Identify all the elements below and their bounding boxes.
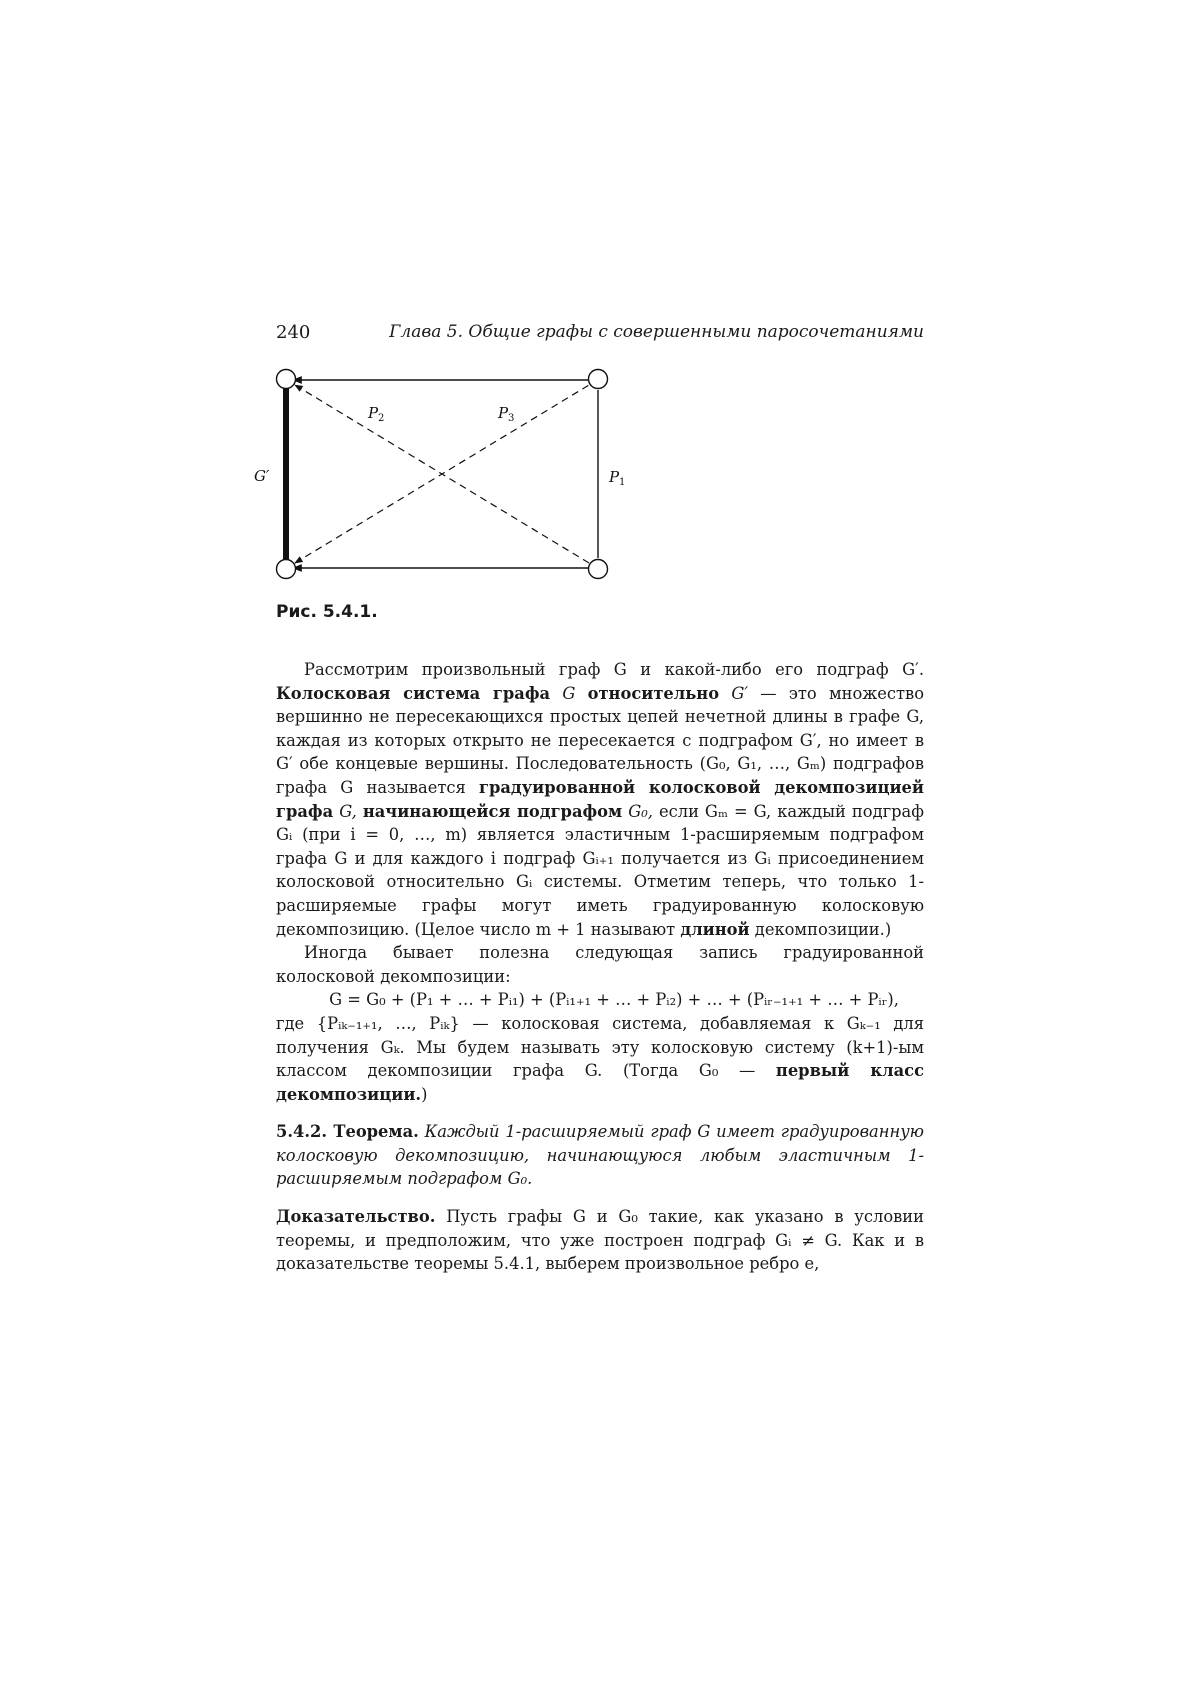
label-p1-sub: 1 xyxy=(619,477,626,488)
label-g-prime: G′ xyxy=(254,467,270,485)
math-var: G, xyxy=(339,801,357,821)
text-run: если Gₘ = G, каждый подграф Gᵢ (при i = 0, …, m) является эластичным 1-расширяемым подграфом графа G и для каждого i подграф Gᵢ₊₁ получается из Gᵢ присоединением колосковой относительно Gᵢ системы. Отметим теперь, что только 1-расширяемые графы могут иметь градуированную колосковую декомпозицию. (Целое число m + 1 называют xyxy=(276,801,925,939)
page-number: 240 xyxy=(276,322,311,343)
label-p1: P xyxy=(609,468,620,486)
label-p2-sub: 2 xyxy=(378,413,385,424)
running-title: Глава 5. Общие графы с совершенными паросочетаниями xyxy=(389,322,924,342)
figure-caption: Рис. 5.4.1. xyxy=(276,602,378,622)
bold-term: первый класс декомпозиции. xyxy=(276,1061,924,1104)
figure-5-4-1 xyxy=(254,368,696,583)
text-run: — это множество вершинно не пересекающихся простых цепей нечетной длины в графе G, каждая из которых открыто не пересекается с подграфом G′, но имеет в G′ обе концевые вершины. Последовательность (G₀, G₁, …, Gₘ) подграфов графа G называется xyxy=(276,683,924,797)
theorem-label: 5.4.2. Теорема. xyxy=(276,1122,419,1142)
vertex-top-right xyxy=(589,370,608,389)
bold-term: градуированной колосковой декомпозицией графа xyxy=(276,777,924,821)
math-var: G xyxy=(562,683,576,703)
theorem-statement: Каждый 1-расширяемый граф G имеет градуированную колосковую декомпозицию, начинающуюся любым эластичным 1-расширяемым подграфом G₀. xyxy=(276,1122,924,1189)
paragraph-notation: Иногда бывает полезна следующая запись градуированной колосковой декомпозиции: xyxy=(276,943,924,986)
proof-text: Пусть графы G и G₀ такие, как указано в условии теоремы, и предположим, что уже построен подграф Gᵢ ≠ G. Как и в доказательстве теоремы 5.4.1, выберем произвольное ребро e, xyxy=(276,1207,924,1274)
graph-diagram xyxy=(254,368,696,583)
vertex-bottom-right xyxy=(589,560,608,579)
decomposition-formula: G = G₀ + (P₁ + … + Pᵢ₁) + (Pᵢ₁₊₁ + … + Pᵢ₂) + … + (Pᵢᵣ₋₁₊₁ + … + Pᵢᵣ), xyxy=(329,990,899,1010)
proof xyxy=(276,1205,924,1276)
text-run: Рассмотрим произвольный граф G и какой-либо его подграф G′. xyxy=(304,660,924,679)
label-p3: P xyxy=(498,404,509,422)
vertex-top-left xyxy=(277,370,296,389)
bold-term: длиной xyxy=(680,919,750,939)
label-p3-sub: 3 xyxy=(508,413,515,424)
paragraph-definition xyxy=(276,658,924,941)
page-header xyxy=(276,322,924,348)
math-var: G′ xyxy=(731,683,749,703)
vertex-bottom-left xyxy=(277,560,296,579)
text-run: декомпозиции.) xyxy=(754,919,892,939)
theorem-5-4-2 xyxy=(276,1120,924,1191)
bold-term: начинающейся подграфом xyxy=(362,801,623,821)
math-var: G₀, xyxy=(628,801,653,821)
bold-term: Колосковая система графа xyxy=(276,683,551,703)
text-run: ) xyxy=(421,1084,428,1104)
proof-label: Доказательство. xyxy=(276,1207,436,1227)
bold-term: относительно xyxy=(587,683,720,703)
label-p2: P xyxy=(368,404,379,422)
body-text xyxy=(276,658,924,1276)
text-run: где {Pᵢₖ₋₁₊₁, …, Pᵢₖ} — колосковая система, добавляемая к Gₖ₋₁ для получения Gₖ. Мы будем называть эту колосковую систему (k+1)-ым классом декомпозиции графа G. (Тогда G₀ — xyxy=(276,1013,924,1081)
paragraph-classes xyxy=(276,1012,924,1106)
